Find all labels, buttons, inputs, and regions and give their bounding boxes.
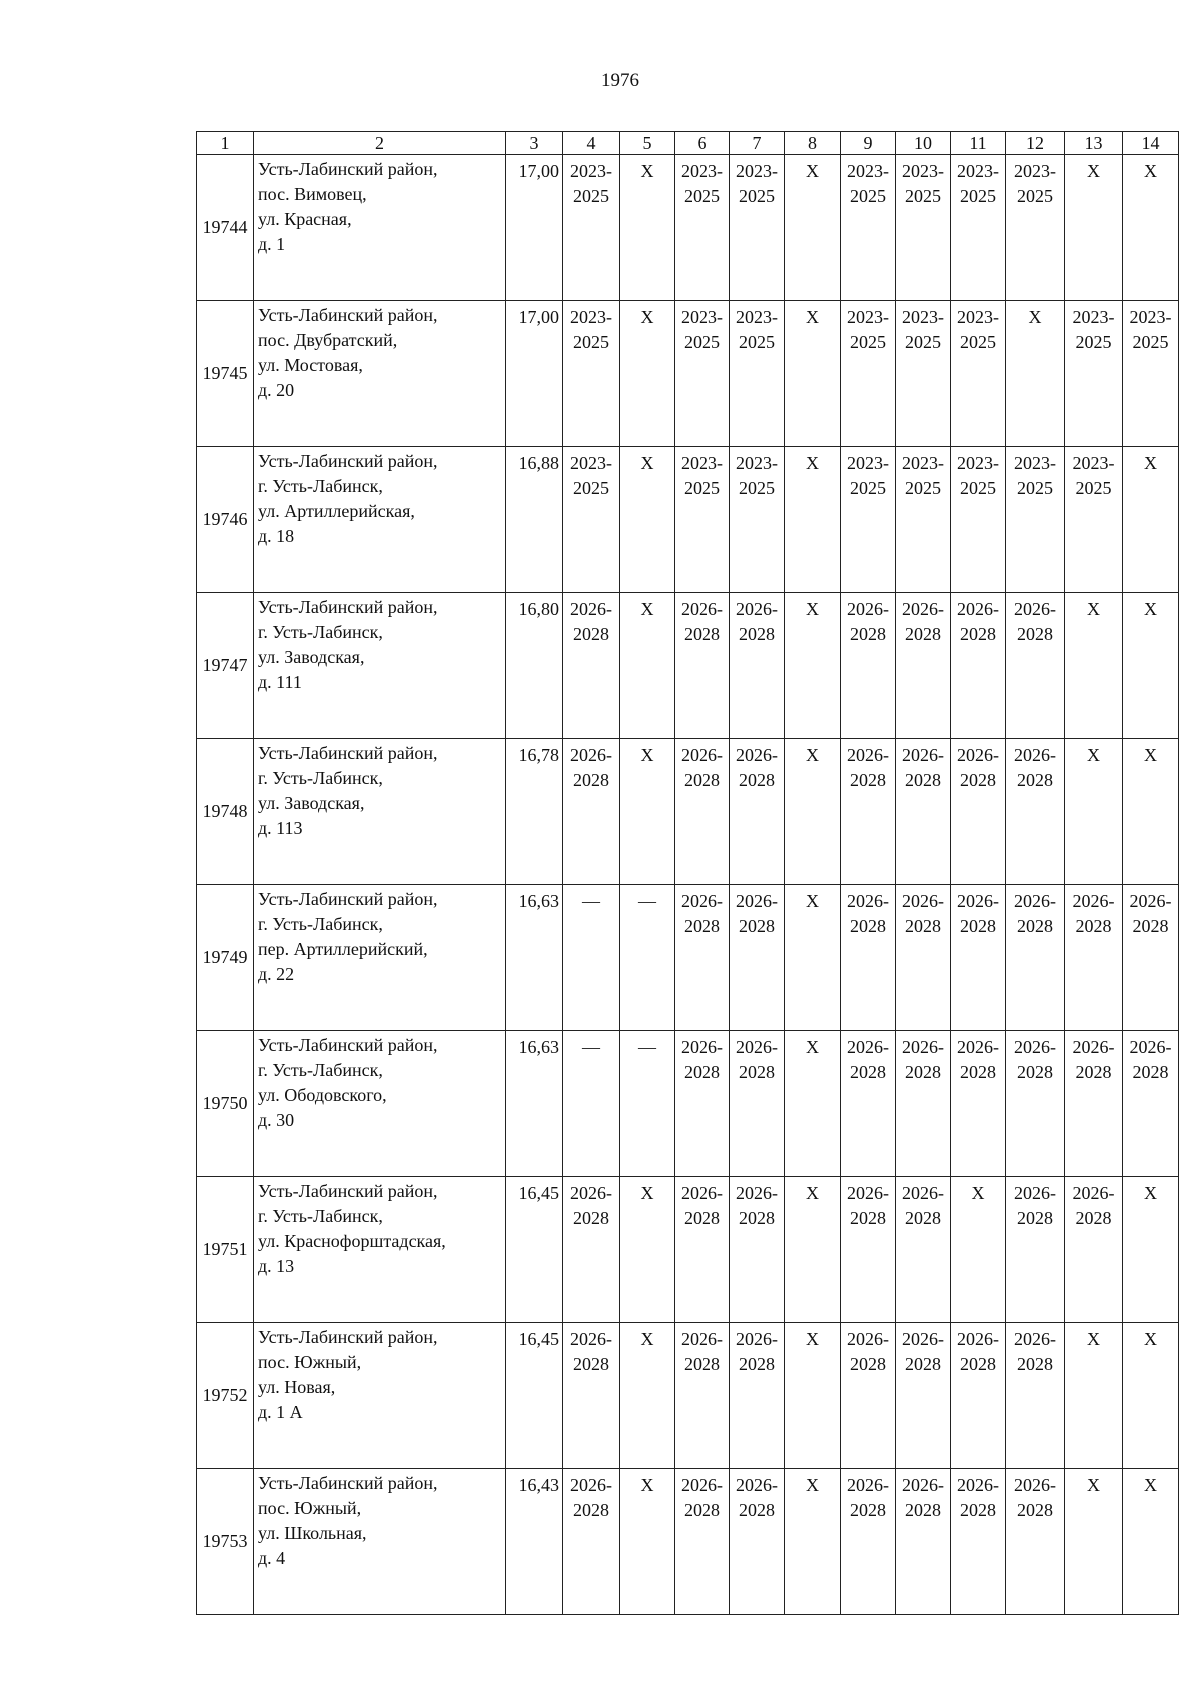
period-cell-col-8: X xyxy=(785,1323,841,1469)
period-cell-col-6: 2026- 2028 xyxy=(675,739,730,885)
address-line: ул. Краснофорштадская, xyxy=(258,1231,446,1251)
period-cell-col-14: X xyxy=(1123,155,1179,301)
column-header-12: 12 xyxy=(1006,132,1065,155)
period-cell-col-13: X xyxy=(1065,593,1123,739)
period-cell-col-9: 2023- 2025 xyxy=(841,301,896,447)
address-cell xyxy=(254,1469,506,1615)
period-cell-col-14: X xyxy=(1123,1177,1179,1323)
period-cell-col-12: 2023- 2025 xyxy=(1006,447,1065,593)
period-cell-col-9: 2023- 2025 xyxy=(841,447,896,593)
address-line: пос. Вимовец, xyxy=(258,184,367,204)
period-cell-col-4: 2026- 2028 xyxy=(563,1177,620,1323)
period-cell-col-9: 2026- 2028 xyxy=(841,739,896,885)
period-cell-col-13: X xyxy=(1065,155,1123,301)
period-cell-col-10: 2023- 2025 xyxy=(896,155,951,301)
period-cell-col-13: X xyxy=(1065,1469,1123,1615)
period-cell-col-8: X xyxy=(785,301,841,447)
value-cell: 16,45 xyxy=(506,1177,563,1323)
period-cell-col-14: X xyxy=(1123,739,1179,885)
address-line: д. 30 xyxy=(258,1110,295,1130)
period-cell-col-11: 2023- 2025 xyxy=(951,447,1006,593)
column-header-13: 13 xyxy=(1065,132,1123,155)
period-cell-col-9: 2026- 2028 xyxy=(841,593,896,739)
table-row xyxy=(197,593,1179,739)
table-row xyxy=(197,885,1179,1031)
address-line: г. Усть-Лабинск, xyxy=(258,914,383,934)
period-cell-col-5: X xyxy=(620,739,675,885)
period-cell-col-12: X xyxy=(1006,301,1065,447)
address-line: Усть-Лабинский район, xyxy=(258,1035,438,1055)
period-cell-col-14: 2023- 2025 xyxy=(1123,301,1179,447)
value-cell: 16,63 xyxy=(506,885,563,1031)
address-cell xyxy=(254,447,506,593)
period-cell-col-11: 2026- 2028 xyxy=(951,593,1006,739)
address-line: д. 20 xyxy=(258,380,295,400)
period-cell-col-4: 2026- 2028 xyxy=(563,593,620,739)
column-header-6: 6 xyxy=(675,132,730,155)
period-cell-col-11: 2026- 2028 xyxy=(951,885,1006,1031)
period-cell-col-9: 2026- 2028 xyxy=(841,1323,896,1469)
address-line: д. 13 xyxy=(258,1256,295,1276)
period-cell-col-6: 2026- 2028 xyxy=(675,593,730,739)
period-cell-col-7: 2026- 2028 xyxy=(730,1323,785,1469)
column-header-4: 4 xyxy=(563,132,620,155)
column-header-11: 11 xyxy=(951,132,1006,155)
table-row xyxy=(197,1323,1179,1469)
page-number: 1976 xyxy=(601,70,639,91)
period-cell-col-14: X xyxy=(1123,447,1179,593)
address-line: г. Усть-Лабинск, xyxy=(258,768,383,788)
address-line: Усть-Лабинский район, xyxy=(258,451,438,471)
period-cell-col-9: 2026- 2028 xyxy=(841,1031,896,1177)
table-row xyxy=(197,301,1179,447)
period-cell-col-12: 2026- 2028 xyxy=(1006,1469,1065,1615)
period-cell-col-7: 2023- 2025 xyxy=(730,155,785,301)
period-cell-col-4: — xyxy=(563,1031,620,1177)
address-line: д. 22 xyxy=(258,964,295,984)
period-cell-col-6: 2023- 2025 xyxy=(675,301,730,447)
row-number: 19746 xyxy=(197,447,254,593)
period-cell-col-12: 2026- 2028 xyxy=(1006,1177,1065,1323)
period-cell-col-9: 2026- 2028 xyxy=(841,1469,896,1615)
table-row xyxy=(197,1177,1179,1323)
period-cell-col-11: 2026- 2028 xyxy=(951,1323,1006,1469)
period-cell-col-6: 2023- 2025 xyxy=(675,155,730,301)
period-cell-col-5: X xyxy=(620,301,675,447)
column-header-7: 7 xyxy=(730,132,785,155)
value-cell: 17,00 xyxy=(506,301,563,447)
period-cell-col-5: X xyxy=(620,1469,675,1615)
column-header-10: 10 xyxy=(896,132,951,155)
address-line: ул. Артиллерийская, xyxy=(258,501,415,521)
period-cell-col-12: 2026- 2028 xyxy=(1006,739,1065,885)
row-number: 19744 xyxy=(197,155,254,301)
table-row xyxy=(197,155,1179,301)
period-cell-col-7: 2026- 2028 xyxy=(730,885,785,1031)
column-header-14: 14 xyxy=(1123,132,1179,155)
period-cell-col-11: 2026- 2028 xyxy=(951,1031,1006,1177)
column-header-2: 2 xyxy=(254,132,506,155)
period-cell-col-6: 2026- 2028 xyxy=(675,1323,730,1469)
column-header-1: 1 xyxy=(197,132,254,155)
address-line: Усть-Лабинский район, xyxy=(258,159,438,179)
period-cell-col-7: 2023- 2025 xyxy=(730,301,785,447)
table-body xyxy=(197,155,1179,1615)
address-line: д. 1 xyxy=(258,234,286,254)
period-cell-col-4: 2026- 2028 xyxy=(563,739,620,885)
address-line: Усть-Лабинский район, xyxy=(258,743,438,763)
period-cell-col-12: 2026- 2028 xyxy=(1006,885,1065,1031)
address-line: пос. Южный, xyxy=(258,1352,362,1372)
period-cell-col-6: 2026- 2028 xyxy=(675,1031,730,1177)
row-number: 19750 xyxy=(197,1031,254,1177)
period-cell-col-12: 2026- 2028 xyxy=(1006,1031,1065,1177)
address-line: ул. Ободовского, xyxy=(258,1085,387,1105)
address-line: ул. Мостовая, xyxy=(258,355,363,375)
period-cell-col-8: X xyxy=(785,739,841,885)
address-line: д. 113 xyxy=(258,818,303,838)
value-cell: 16,88 xyxy=(506,447,563,593)
period-cell-col-12: 2026- 2028 xyxy=(1006,1323,1065,1469)
period-cell-col-13: 2026- 2028 xyxy=(1065,1177,1123,1323)
period-cell-col-14: X xyxy=(1123,1469,1179,1615)
value-cell: 16,78 xyxy=(506,739,563,885)
period-cell-col-10: 2026- 2028 xyxy=(896,1323,951,1469)
address-line: ул. Красная, xyxy=(258,209,352,229)
address-line: г. Усть-Лабинск, xyxy=(258,622,383,642)
value-cell: 16,63 xyxy=(506,1031,563,1177)
address-cell xyxy=(254,155,506,301)
period-cell-col-7: 2026- 2028 xyxy=(730,1469,785,1615)
period-cell-col-8: X xyxy=(785,1031,841,1177)
row-number: 19745 xyxy=(197,301,254,447)
period-cell-col-10: 2023- 2025 xyxy=(896,447,951,593)
address-cell xyxy=(254,885,506,1031)
address-line: ул. Школьная, xyxy=(258,1523,367,1543)
period-cell-col-7: 2026- 2028 xyxy=(730,1177,785,1323)
period-cell-col-7: 2023- 2025 xyxy=(730,447,785,593)
period-cell-col-6: 2026- 2028 xyxy=(675,1177,730,1323)
period-cell-col-4: — xyxy=(563,885,620,1031)
period-cell-col-7: 2026- 2028 xyxy=(730,739,785,885)
period-cell-col-5: — xyxy=(620,1031,675,1177)
period-cell-col-8: X xyxy=(785,885,841,1031)
address-line: Усть-Лабинский район, xyxy=(258,597,438,617)
value-cell: 16,43 xyxy=(506,1469,563,1615)
period-cell-col-8: X xyxy=(785,1177,841,1323)
period-cell-col-13: X xyxy=(1065,739,1123,885)
address-line: Усть-Лабинский район, xyxy=(258,1181,438,1201)
period-cell-col-11: 2026- 2028 xyxy=(951,1469,1006,1615)
period-cell-col-5: X xyxy=(620,1323,675,1469)
period-cell-col-5: X xyxy=(620,1177,675,1323)
period-cell-col-4: 2023- 2025 xyxy=(563,155,620,301)
period-cell-col-9: 2026- 2028 xyxy=(841,885,896,1031)
period-cell-col-10: 2026- 2028 xyxy=(896,885,951,1031)
row-number: 19748 xyxy=(197,739,254,885)
period-cell-col-13: 2026- 2028 xyxy=(1065,1031,1123,1177)
header-row xyxy=(197,132,1179,155)
period-cell-col-8: X xyxy=(785,447,841,593)
address-cell xyxy=(254,1031,506,1177)
address-line: пос. Двубратский, xyxy=(258,330,398,350)
period-cell-col-5: X xyxy=(620,155,675,301)
period-cell-col-6: 2023- 2025 xyxy=(675,447,730,593)
column-header-3: 3 xyxy=(506,132,563,155)
column-header-5: 5 xyxy=(620,132,675,155)
address-line: д. 18 xyxy=(258,526,295,546)
table-row xyxy=(197,447,1179,593)
period-cell-col-6: 2026- 2028 xyxy=(675,885,730,1031)
period-cell-col-14: X xyxy=(1123,593,1179,739)
period-cell-col-4: 2023- 2025 xyxy=(563,447,620,593)
value-cell: 16,80 xyxy=(506,593,563,739)
address-line: Усть-Лабинский район, xyxy=(258,1473,438,1493)
period-cell-col-10: 2026- 2028 xyxy=(896,1469,951,1615)
period-cell-col-10: 2026- 2028 xyxy=(896,1177,951,1323)
table-row xyxy=(197,739,1179,885)
period-cell-col-13: 2026- 2028 xyxy=(1065,885,1123,1031)
period-cell-col-4: 2026- 2028 xyxy=(563,1323,620,1469)
table-header xyxy=(197,132,1179,155)
period-cell-col-14: X xyxy=(1123,1323,1179,1469)
period-cell-col-4: 2026- 2028 xyxy=(563,1469,620,1615)
period-cell-col-8: X xyxy=(785,1469,841,1615)
value-cell: 16,45 xyxy=(506,1323,563,1469)
address-line: пер. Артиллерийский, xyxy=(258,939,428,959)
column-header-8: 8 xyxy=(785,132,841,155)
period-cell-col-6: 2026- 2028 xyxy=(675,1469,730,1615)
address-line: Усть-Лабинский район, xyxy=(258,1327,438,1347)
period-cell-col-13: 2023- 2025 xyxy=(1065,301,1123,447)
address-line: ул. Заводская, xyxy=(258,793,365,813)
period-cell-col-10: 2026- 2028 xyxy=(896,593,951,739)
period-cell-col-5: X xyxy=(620,593,675,739)
address-cell xyxy=(254,593,506,739)
period-cell-col-8: X xyxy=(785,593,841,739)
address-line: д. 4 xyxy=(258,1548,286,1568)
address-line: Усть-Лабинский район, xyxy=(258,305,438,325)
row-number: 19752 xyxy=(197,1323,254,1469)
period-cell-col-8: X xyxy=(785,155,841,301)
address-cell xyxy=(254,739,506,885)
period-cell-col-11: 2026- 2028 xyxy=(951,739,1006,885)
period-cell-col-13: X xyxy=(1065,1323,1123,1469)
row-number: 19751 xyxy=(197,1177,254,1323)
period-cell-col-10: 2026- 2028 xyxy=(896,1031,951,1177)
address-line: д. 111 xyxy=(258,672,302,692)
period-cell-col-7: 2026- 2028 xyxy=(730,593,785,739)
period-cell-col-11: 2023- 2025 xyxy=(951,155,1006,301)
row-number: 19747 xyxy=(197,593,254,739)
period-cell-col-5: X xyxy=(620,447,675,593)
address-line: пос. Южный, xyxy=(258,1498,362,1518)
period-cell-col-14: 2026- 2028 xyxy=(1123,885,1179,1031)
address-line: г. Усть-Лабинск, xyxy=(258,476,383,496)
period-cell-col-11: 2023- 2025 xyxy=(951,301,1006,447)
period-cell-col-7: 2026- 2028 xyxy=(730,1031,785,1177)
table-row xyxy=(197,1031,1179,1177)
address-cell xyxy=(254,1323,506,1469)
period-cell-col-10: 2026- 2028 xyxy=(896,739,951,885)
period-cell-col-12: 2026- 2028 xyxy=(1006,593,1065,739)
address-cell xyxy=(254,301,506,447)
value-cell: 17,00 xyxy=(506,155,563,301)
period-cell-col-12: 2023- 2025 xyxy=(1006,155,1065,301)
address-line: Усть-Лабинский район, xyxy=(258,889,438,909)
address-cell xyxy=(254,1177,506,1323)
address-line: ул. Заводская, xyxy=(258,647,365,667)
period-cell-col-9: 2026- 2028 xyxy=(841,1177,896,1323)
register-table xyxy=(196,131,1179,1615)
period-cell-col-5: — xyxy=(620,885,675,1031)
column-header-9: 9 xyxy=(841,132,896,155)
row-number: 19749 xyxy=(197,885,254,1031)
address-line: ул. Новая, xyxy=(258,1377,336,1397)
period-cell-col-14: 2026- 2028 xyxy=(1123,1031,1179,1177)
row-number: 19753 xyxy=(197,1469,254,1615)
period-cell-col-10: 2023- 2025 xyxy=(896,301,951,447)
address-line: г. Усть-Лабинск, xyxy=(258,1206,383,1226)
address-line: г. Усть-Лабинск, xyxy=(258,1060,383,1080)
table-row xyxy=(197,1469,1179,1615)
period-cell-col-11: X xyxy=(951,1177,1006,1323)
period-cell-col-13: 2023- 2025 xyxy=(1065,447,1123,593)
address-line: д. 1 А xyxy=(258,1402,303,1422)
period-cell-col-4: 2023- 2025 xyxy=(563,301,620,447)
period-cell-col-9: 2023- 2025 xyxy=(841,155,896,301)
